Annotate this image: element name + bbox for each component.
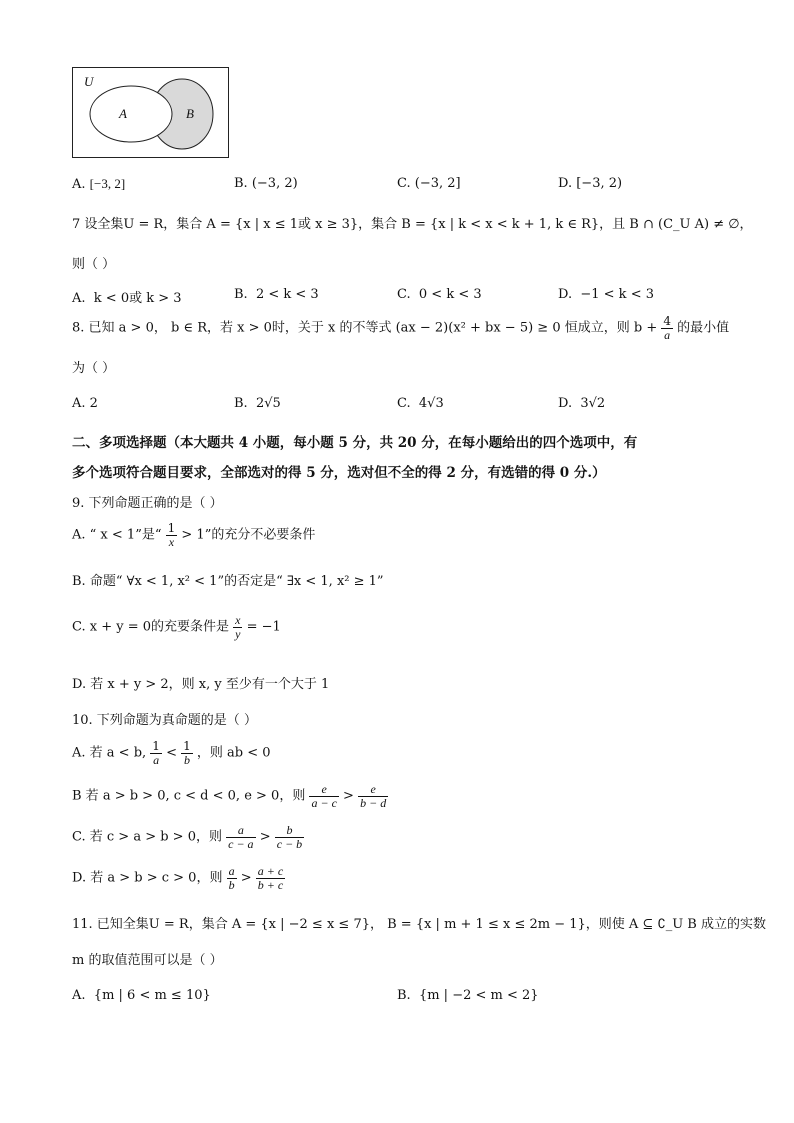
- venn-diagram: [72, 67, 230, 159]
- q10-d-pre: D. 若 a > b > c > 0，则: [72, 870, 223, 886]
- q8-stem-2: 为（ ）: [72, 361, 116, 376]
- q10-a-fraction-2: [181, 740, 193, 767]
- q6-option-c[interactable]: C. (−3, 2]: [397, 176, 461, 191]
- q6-option-b[interactable]: B. (−3, 2): [234, 176, 298, 191]
- q10-d-den-2: b + c: [257, 878, 284, 892]
- q7-option-b[interactable]: B. 2 < k < 3: [234, 287, 319, 302]
- q9-c-post: = −1: [246, 619, 281, 635]
- q9-c-numerator: x: [235, 613, 241, 627]
- q10-b-num-2: e: [358, 783, 388, 797]
- q10-c-pre: C. 若 c > a > b > 0，则: [72, 829, 222, 845]
- q10-b-pre: B 若 a > b > 0, c < d < 0, e > 0，则: [72, 788, 306, 804]
- q10-c-num-1: a: [226, 824, 255, 838]
- q10-c-den-1: c − a: [228, 837, 254, 851]
- q10-option-c[interactable]: [72, 824, 304, 851]
- q10-a-post: ，则 ab < 0: [196, 745, 271, 761]
- q8-option-b[interactable]: B. 2√5: [234, 396, 281, 411]
- q11-stem-2: m 的取值范围可以是（ ）: [72, 953, 223, 968]
- q11-option-b[interactable]: B. {m | −2 < m < 2}: [397, 988, 539, 1003]
- q9-a-post: > 1”的充分不必要条件: [181, 527, 316, 543]
- q10-a-den-1: a: [153, 753, 160, 767]
- q10-a-den-2: b: [183, 753, 190, 767]
- q7-option-c[interactable]: C. 0 < k < 3: [397, 287, 482, 302]
- q11-option-a[interactable]: A. {m | 6 < m ≤ 10}: [72, 988, 211, 1003]
- q8-option-d[interactable]: D. 3√2: [558, 396, 606, 411]
- q8-fraction-denominator: a: [664, 328, 671, 342]
- q10-d-fraction-1: [227, 865, 237, 892]
- q9-option-a[interactable]: [72, 522, 315, 549]
- q8-option-a[interactable]: A. 2: [72, 396, 98, 411]
- universe-label: U: [84, 74, 94, 89]
- q9-a-denominator: x: [168, 535, 175, 549]
- q7-stem: 7 设全集U = R，集合 A = {x | x ≤ 1或 x ≥ 3}，集合 B = {x | k < x < k + 1, k ∈ R}，且 B ∩ (C_U A) ≠ ∅，: [72, 217, 753, 232]
- q10-option-a[interactable]: [72, 740, 271, 767]
- q9-option-d[interactable]: D. 若 x + y > 2，则 x, y 至少有一个大于 1: [72, 677, 330, 692]
- q10-option-d[interactable]: [72, 865, 285, 892]
- q10-c-num-2: b: [275, 824, 304, 838]
- q10-c-mid: >: [259, 829, 271, 845]
- q10-b-mid: >: [343, 788, 354, 804]
- q10-c-fraction-1: [226, 824, 255, 851]
- q6-option-a[interactable]: A. [−3, 2]: [72, 176, 126, 192]
- q8-fraction-numerator: 4: [663, 314, 671, 328]
- q11-stem: 11. 已知全集U = R，集合 A = {x | −2 ≤ x ≤ 7}， B = {x | m + 1 ≤ x ≤ 2m − 1}，则使 A ⊆ ∁_U B 成立的实数: [72, 917, 766, 932]
- set-a-label: A: [119, 106, 127, 121]
- q7-option-a[interactable]: A. k < 0或 k > 3: [72, 291, 182, 306]
- q7-option-d[interactable]: D. −1 < k < 3: [558, 287, 654, 302]
- q10-b-fraction-2: [358, 783, 388, 810]
- q6-option-d[interactable]: D. [−3, 2): [558, 176, 623, 191]
- q10-c-fraction-2: [275, 824, 304, 851]
- q10-b-den-2: b − d: [360, 796, 387, 810]
- q10-option-b[interactable]: [72, 783, 388, 810]
- q10-a-pre: A. 若 a < b,: [72, 745, 147, 761]
- q8-option-c[interactable]: C. 4√3: [397, 396, 444, 411]
- q9-stem: 9. 下列命题正确的是（ ）: [72, 496, 223, 511]
- q9-option-b[interactable]: B. 命题“ ∀x < 1, x² < 1”的否定是“ ∃x < 1, x² ≥ 1”: [72, 574, 384, 589]
- q10-a-num-2: 1: [183, 739, 191, 753]
- q10-d-num-2: a + c: [257, 864, 284, 878]
- q10-b-num-1: e: [309, 783, 338, 797]
- q10-d-num-1: a: [228, 864, 235, 878]
- q9-c-denominator: y: [235, 627, 241, 641]
- set-b-label: B: [186, 106, 194, 121]
- q10-a-num-1: 1: [152, 739, 160, 753]
- q7-stem-2: 则（ ）: [72, 257, 116, 272]
- q9-c-fraction: [233, 614, 242, 641]
- q8-fraction: [661, 315, 673, 342]
- venn-svg: [72, 67, 230, 159]
- q8-stem-part-b: 的最小值: [677, 320, 730, 336]
- q10-b-fraction-1: [309, 783, 338, 810]
- q10-b-den-1: a − c: [311, 796, 337, 810]
- q8-stem: [72, 315, 729, 342]
- section-heading-line-2: 多个选项符合题目要求，全部选对的得 5 分，选对但不全的得 2 分，有选错的得 0 分.）: [72, 465, 606, 481]
- set-a-ellipse: [90, 86, 172, 142]
- section-heading-line-1: 二、多项选择题（本大题共 4 小题，每小题 5 分，共 20 分，在每小题给出的四个选项中，有: [72, 435, 638, 451]
- q10-a-mid: <: [166, 745, 177, 761]
- q10-d-fraction-2: [256, 865, 285, 892]
- q9-c-pre: C. x + y = 0的充要条件是: [72, 619, 230, 635]
- q9-option-c[interactable]: [72, 614, 281, 641]
- q9-a-numerator: 1: [167, 521, 176, 535]
- q9-a-fraction: [166, 522, 178, 549]
- q10-d-mid: >: [240, 870, 252, 886]
- q10-stem: 10. 下列命题为真命题的是（ ）: [72, 713, 257, 728]
- q10-c-den-2: c − b: [276, 837, 303, 851]
- q9-a-pre: A. “ x < 1”是“: [72, 527, 162, 543]
- q10-d-den-1: b: [228, 878, 235, 892]
- q10-a-fraction-1: [150, 740, 162, 767]
- q8-stem-part-a: 8. 已知 a > 0， b ∈ R，若 x > 0时，关于 x 的不等式 (ax − 2)(x² + bx − 5) ≥ 0 恒成立，则 b +: [72, 320, 658, 336]
